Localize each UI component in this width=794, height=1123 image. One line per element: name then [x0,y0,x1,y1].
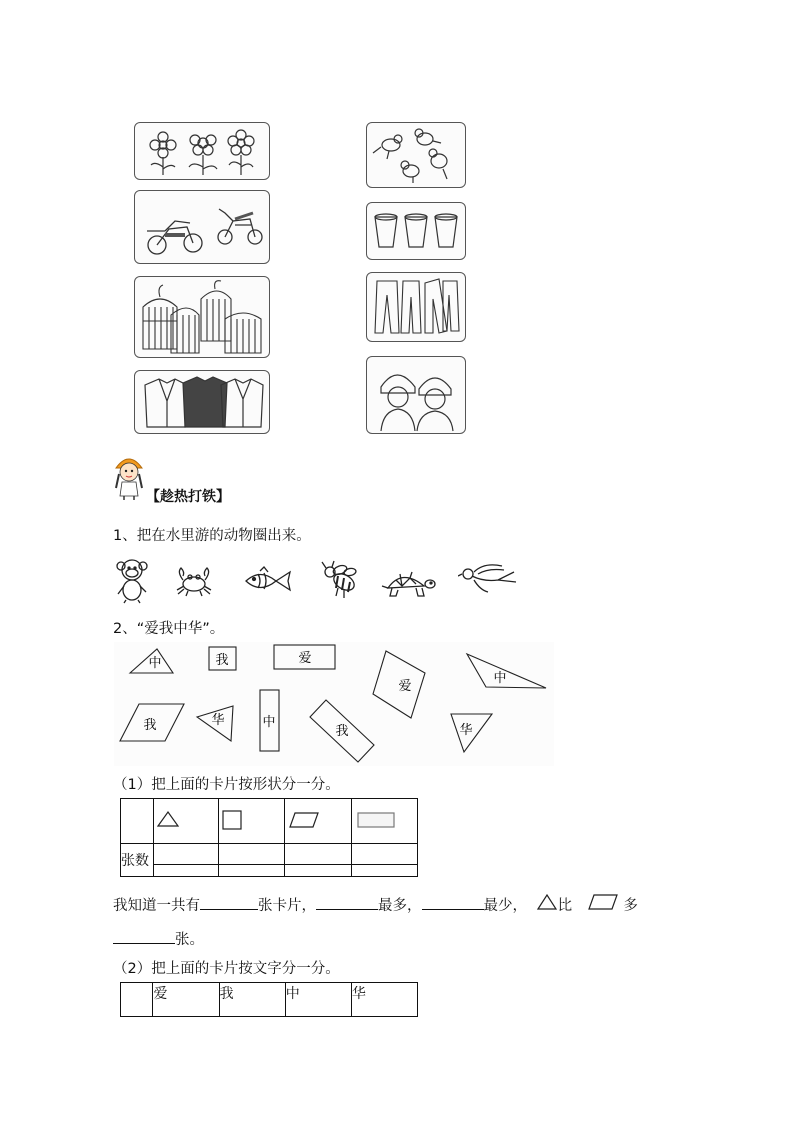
question-2-text: 2、“爱我中华”。 [113,621,225,637]
svg-text:我: 我 [215,653,229,668]
square-icon [221,809,243,831]
sentence-part: 张。 [175,932,204,948]
fill-in-sentence [113,893,638,915]
square-header [219,799,285,844]
monkey-icon [112,556,152,604]
cup-icon [367,203,465,259]
motorcycle-icon [135,191,269,263]
answer-blank-difference[interactable] [113,929,175,944]
svg-text:我: 我 [335,724,349,739]
sentence-part: 最少， [483,898,527,914]
sentence-part: 我知道一共有 [113,898,200,914]
corner-cell [121,799,154,844]
jacket-icon [135,371,269,433]
sentence-part: 比 [557,898,573,914]
trousers-icon [367,273,465,341]
char-header: 华 [351,983,417,1017]
picture-birds [366,122,466,188]
helmet-icon [367,357,465,433]
svg-text:中: 中 [262,715,276,730]
part-1-title: （1）把上面的卡片按形状分一分。 [113,777,340,793]
svg-text:中: 中 [493,671,507,686]
sentence-part: 张卡片， [258,898,316,914]
bird-icon [367,123,465,187]
question-1-text: 1、把在水里游的动物圈出来。 [113,528,311,544]
svg-text:华: 华 [211,713,225,728]
char-count-table [120,982,418,1017]
fill-in-sentence-line-2 [113,928,204,949]
turtle-icon [380,566,436,600]
bee-icon [318,560,360,600]
char-header: 中 [285,983,351,1017]
parallelogram-header [285,799,351,844]
char-header: 爱 [153,983,219,1017]
swallow-icon [458,560,518,600]
char-header: 我 [219,983,285,1017]
parallelogram-icon [288,811,320,829]
picture-helmets [366,356,466,434]
triangle-icon [536,893,558,911]
svg-text:我: 我 [143,718,157,733]
triangle-header [153,799,219,844]
picture-trousers [366,272,466,342]
section-title: 【趁热打铁】 [146,489,230,505]
answer-blank-total[interactable] [200,895,258,910]
count-cell-rectangle[interactable] [351,844,417,877]
sentence-part: 多 [623,898,638,914]
parallelogram-icon [587,893,619,911]
picture-flowers [134,122,270,180]
svg-text:爱: 爱 [398,679,412,694]
cards-panel [114,642,554,766]
picture-jackets [134,370,270,434]
rectangle-icon [356,811,396,829]
flowers-icon [135,123,269,179]
triangle-icon [157,810,179,828]
rectangle-header [351,799,417,844]
picture-cups [366,202,466,260]
answer-blank-most[interactable] [316,895,378,910]
count-cell-parallelogram[interactable] [285,844,351,877]
girl-mascot-icon [112,452,146,500]
svg-text:中: 中 [148,656,162,671]
shape-count-table [120,798,418,877]
svg-text:华: 华 [459,723,473,738]
count-cell-triangle[interactable] [153,844,219,877]
corner-cell [121,983,153,1017]
picture-bird-cages [134,276,270,358]
sentence-part: 最多， [378,898,422,914]
picture-motorcycles [134,190,270,264]
fish-icon [242,566,296,596]
count-cell-square[interactable] [219,844,285,877]
crab-icon [174,564,214,600]
svg-text:爱: 爱 [298,651,312,666]
bird-cage-icon [135,277,269,357]
answer-blank-least[interactable] [422,895,484,910]
part-2-title: （2）把上面的卡片按文字分一分。 [113,961,340,977]
row-label: 张数 [121,844,154,877]
